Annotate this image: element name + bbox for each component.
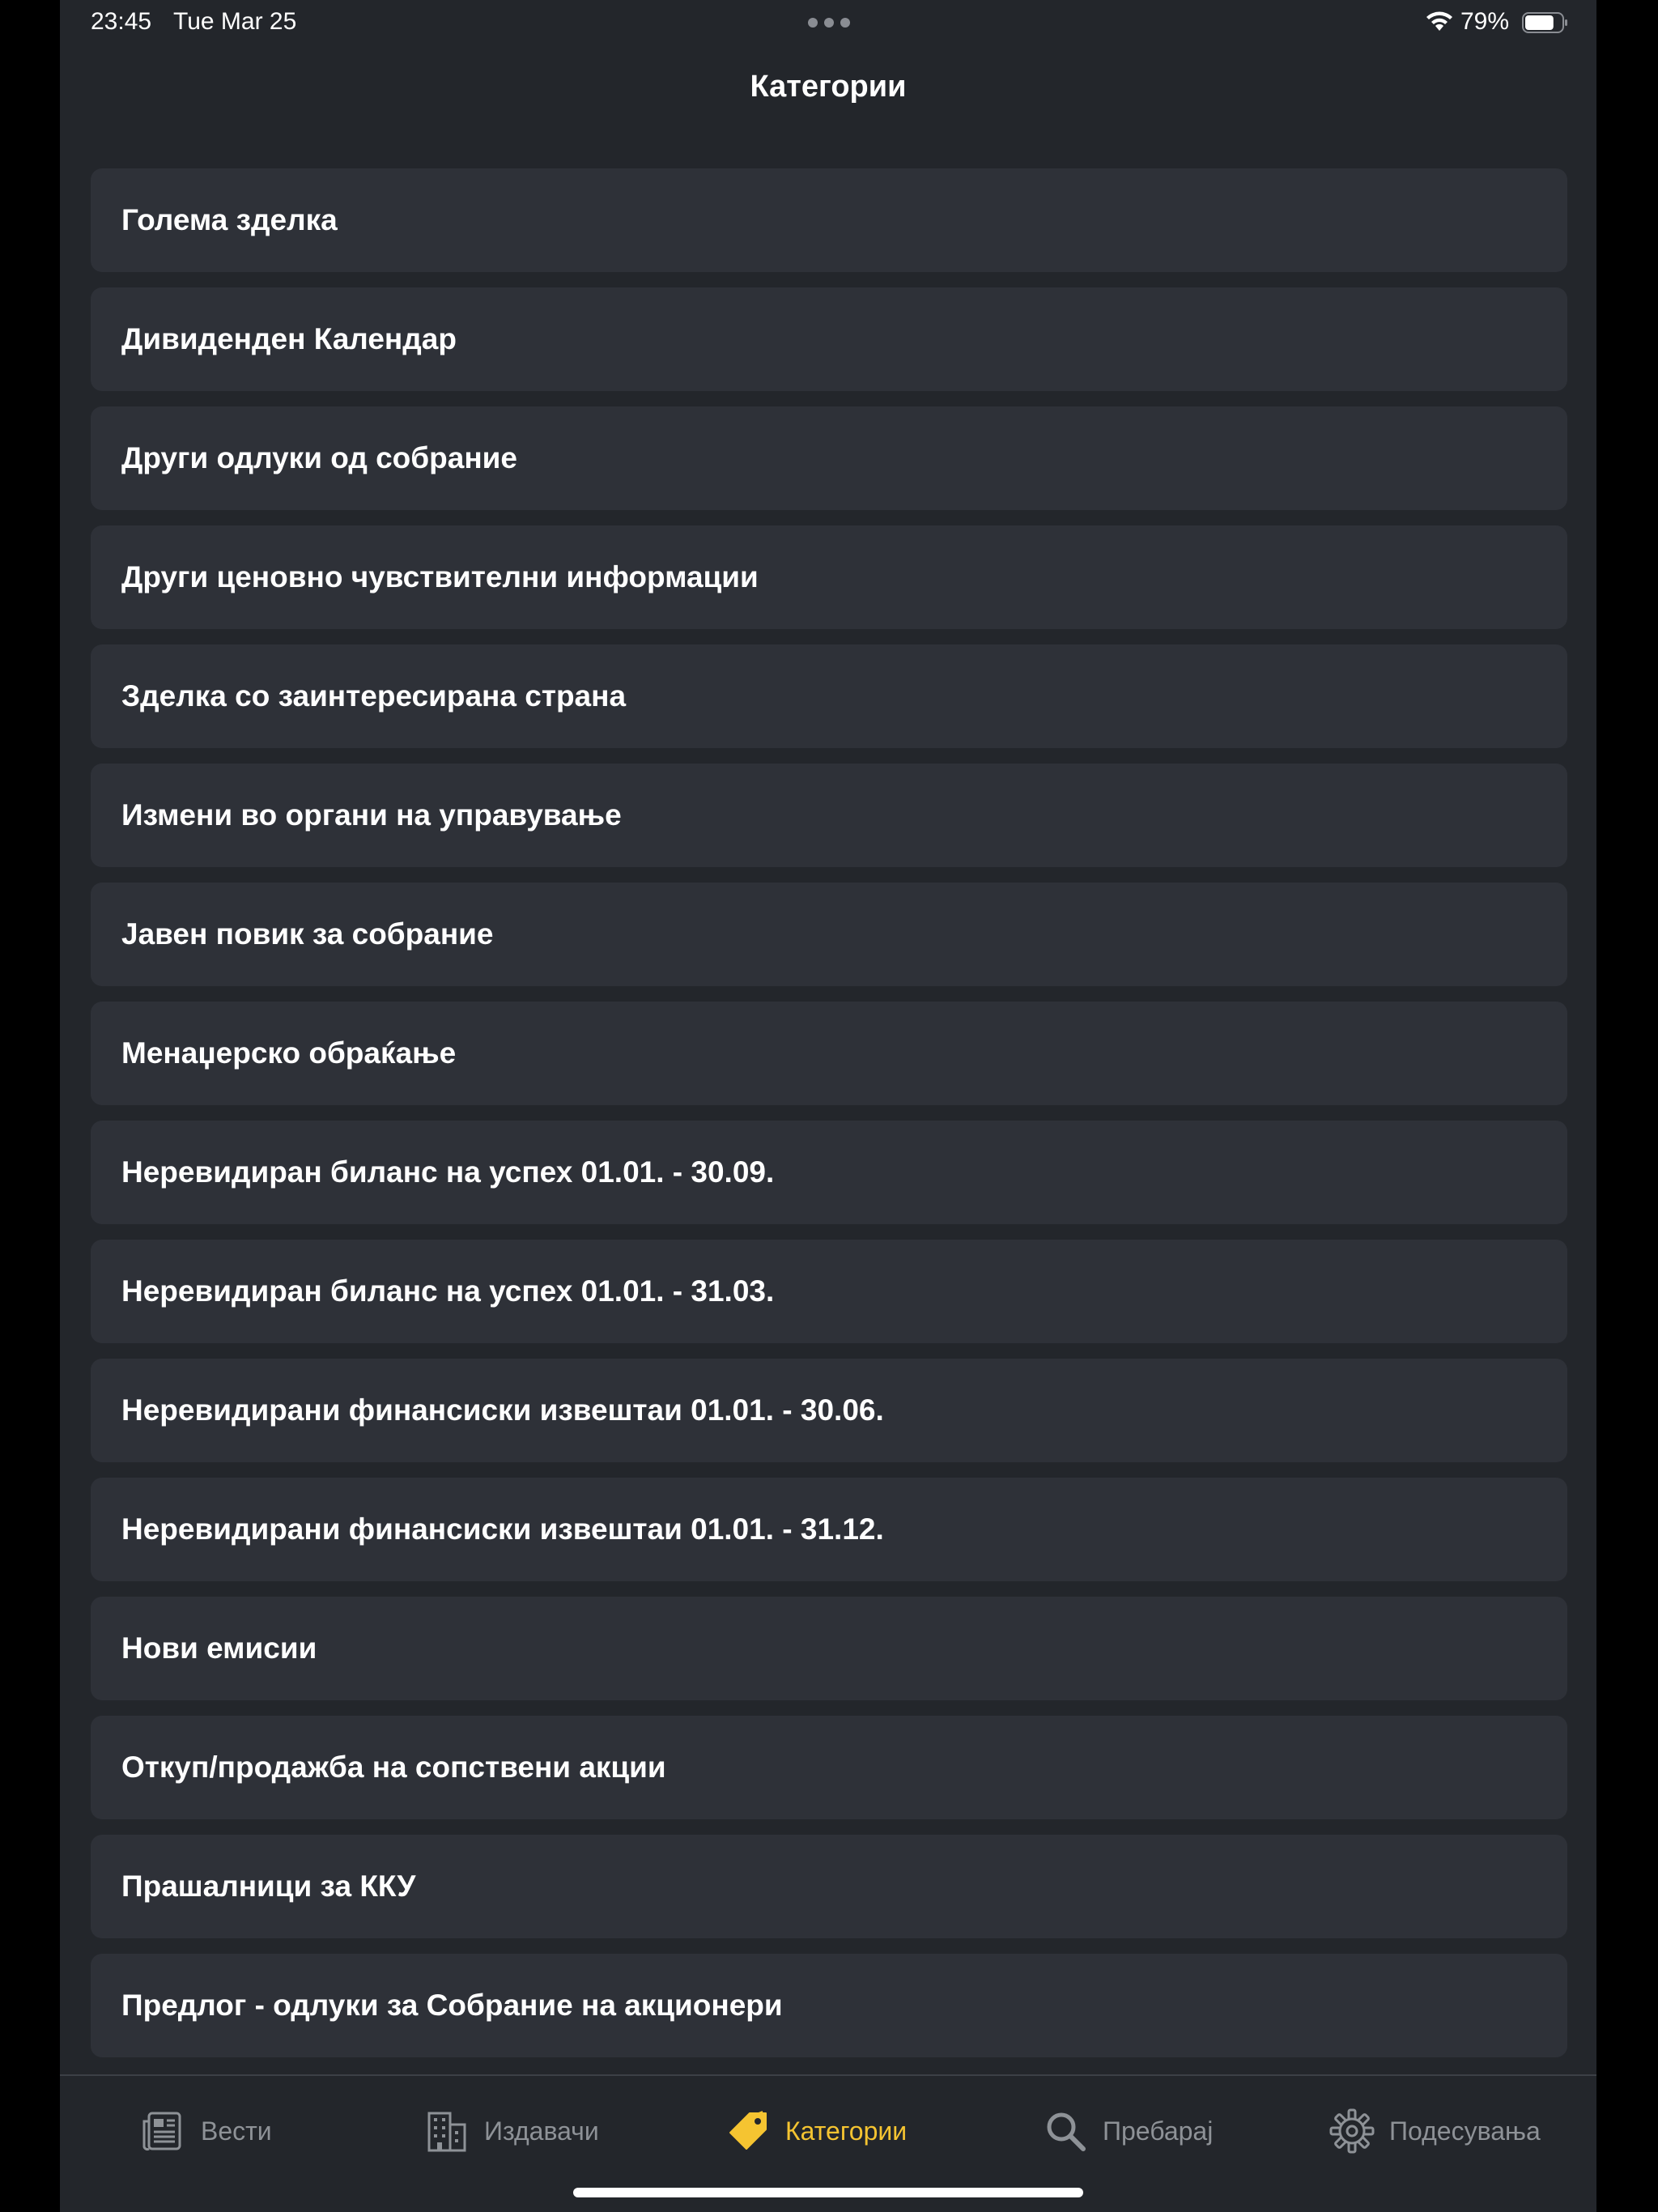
category-item[interactable] — [91, 525, 1567, 629]
tab-search[interactable] — [1043, 2099, 1213, 2163]
category-item[interactable] — [91, 1478, 1567, 1581]
status-date: Tue Mar 25 — [173, 8, 297, 35]
category-label: Измени во органи на управување — [121, 798, 622, 832]
page-title: Категории — [750, 70, 907, 104]
battery-percent: 79% — [1460, 8, 1510, 35]
category-label: Неревидирани финансиски извештаи 01.01. - 31.12. — [121, 1512, 884, 1546]
search-icon — [1043, 2108, 1088, 2154]
category-label: Јавен повик за собрание — [121, 917, 494, 951]
category-item[interactable] — [91, 764, 1567, 867]
wifi-icon — [1425, 10, 1454, 32]
category-item[interactable] — [91, 1835, 1567, 1938]
category-label: Прашалници за ККУ — [121, 1870, 416, 1903]
multitasking-dots-icon[interactable] — [808, 18, 850, 28]
category-item[interactable] — [91, 1597, 1567, 1700]
category-item[interactable] — [91, 1002, 1567, 1105]
category-label: Зделка со заинтересирана страна — [121, 679, 627, 713]
tab-label: Издавачи — [484, 2116, 599, 2146]
category-item[interactable] — [91, 287, 1567, 391]
category-item[interactable] — [91, 406, 1567, 510]
tab-building[interactable] — [424, 2099, 599, 2163]
tab-newspaper[interactable] — [141, 2099, 272, 2163]
category-label: Голема зделка — [121, 203, 338, 236]
category-item[interactable] — [91, 1240, 1567, 1343]
category-label: Неревидирани финансиски извештаи 01.01. - 30.06. — [121, 1393, 884, 1427]
category-item[interactable] — [91, 644, 1567, 748]
category-item[interactable] — [91, 1954, 1567, 2057]
app-screen — [60, 0, 1596, 2212]
building-icon — [424, 2108, 470, 2154]
status-time: 23:45 — [91, 8, 152, 35]
status-bar — [60, 0, 1596, 45]
category-label: Предлог - одлуки за Собрание на акционери — [121, 1989, 783, 2022]
category-label: Дивиденден Календар — [121, 322, 457, 355]
category-item[interactable] — [91, 883, 1567, 986]
tag-icon — [725, 2108, 771, 2154]
gear-icon — [1329, 2108, 1375, 2154]
category-item[interactable] — [91, 1121, 1567, 1224]
battery-icon — [1522, 11, 1569, 34]
category-label: Откуп/продажба на сопствени акции — [121, 1750, 666, 1784]
category-label: Менаџерско обраќање — [121, 1036, 457, 1070]
tab-label: Категории — [785, 2116, 908, 2146]
category-label: Нови емисии — [121, 1631, 317, 1665]
tab-label: Подесувања — [1389, 2116, 1541, 2146]
category-label: Други одлуки од собрание — [121, 441, 517, 474]
category-list — [91, 168, 1567, 2073]
tab-tag[interactable] — [725, 2099, 907, 2163]
category-item[interactable] — [91, 1359, 1567, 1462]
tab-label: Пребарај — [1103, 2116, 1214, 2146]
home-indicator[interactable] — [573, 2188, 1083, 2197]
tab-gear[interactable] — [1329, 2099, 1541, 2163]
newspaper-icon — [141, 2108, 186, 2154]
category-item[interactable] — [91, 168, 1567, 272]
category-label: Неревидиран биланс на успех 01.01. - 30.09. — [121, 1155, 775, 1189]
category-label: Други ценовно чувствителни информации — [121, 560, 759, 593]
tab-label: Вести — [201, 2116, 272, 2146]
category-item[interactable] — [91, 1716, 1567, 1819]
category-label: Неревидиран биланс на успех 01.01. - 31.03. — [121, 1274, 775, 1308]
